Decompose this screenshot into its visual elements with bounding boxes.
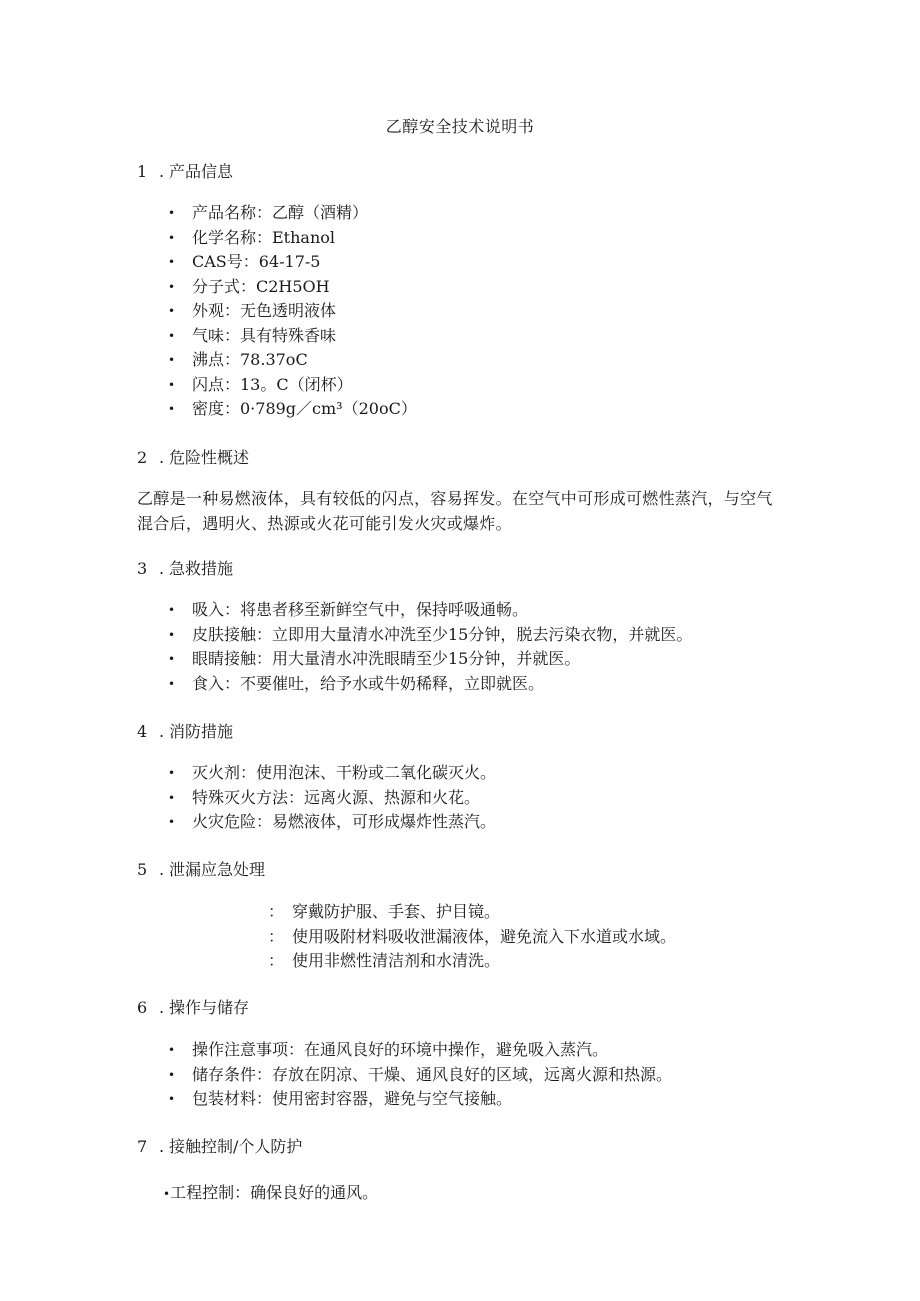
section-title: 产品信息 [169, 162, 234, 181]
bullet-icon: • [168, 1043, 176, 1057]
section-dot: . [159, 448, 165, 467]
product-info-list [168, 201, 417, 422]
first-aid-list [168, 598, 692, 696]
list-item: • 外观：无色透明液体 [168, 299, 417, 324]
section-dot: . [159, 860, 165, 879]
list-item: • 分子式：C2H5OH [168, 275, 417, 300]
bullet-icon: • [168, 279, 176, 294]
list-item: ： 使用非燃性清洁剂和水清洗。 [268, 949, 676, 974]
section-number: 7 [137, 1137, 148, 1156]
list-item: • 眼睛接触：用大量清水冲洗眼睛至少15分钟，并就医。 [168, 647, 692, 672]
section-title: 接触控制/个人防护 [169, 1137, 303, 1156]
section-heading-7 [137, 1134, 302, 1157]
bullet-icon: • [168, 1092, 176, 1106]
section-number: 6 [137, 998, 148, 1017]
list-item: • 火灾危险：易燃液体，可形成爆炸性蒸汽。 [168, 810, 496, 835]
list-item: ： 穿戴防护服、手套、护目镜。 [268, 900, 676, 925]
list-item: • 食入：不要催吐，给予水或牛奶稀释，立即就医。 [168, 672, 692, 697]
section-heading-4 [137, 719, 233, 742]
bullet-icon: • [168, 206, 176, 220]
section-title: 急救措施 [169, 559, 234, 578]
bullet-icon: • [168, 1067, 176, 1082]
list-item: • 吸入：将患者移至新鲜空气中，保持呼吸通畅。 [168, 598, 692, 623]
bullet-icon: • [168, 627, 176, 642]
section-dot: . [159, 559, 165, 578]
section-title: 危险性概述 [169, 448, 250, 467]
bullet-icon: • [168, 304, 176, 318]
bullet-icon: • [163, 1187, 171, 1201]
list-item: • 操作注意事项：在通风良好的环境中操作，避免吸入蒸汽。 [168, 1038, 672, 1063]
colon-marker: ： [268, 902, 285, 921]
bullet-icon: • [168, 790, 176, 805]
section-dot: . [159, 162, 165, 181]
spill-response-list [268, 900, 676, 974]
firefighting-list [168, 761, 496, 835]
section-heading-1 [137, 159, 233, 182]
list-item: • CAS号：64-17-5 [168, 250, 417, 275]
list-item: •工程控制：确保良好的通风。 [163, 1183, 379, 1202]
bullet-icon: • [168, 402, 176, 416]
section-number: 4 [137, 722, 148, 741]
bullet-icon: • [168, 353, 176, 367]
list-item: • 密度：0·789g／cm³（20oC） [168, 397, 417, 422]
list-item: • 化学名称：Ethanol [168, 226, 417, 251]
bullet-icon: • [168, 255, 176, 269]
section-heading-5 [137, 857, 265, 880]
section-dot: . [159, 998, 165, 1017]
bullet-icon: • [168, 230, 176, 245]
list-item: • 产品名称：乙醇（酒精） [168, 201, 417, 226]
list-item: • 闪点：13。C（闭杯） [168, 373, 417, 398]
section-title: 泄漏应急处理 [169, 860, 266, 879]
section-dot: . [159, 1137, 165, 1156]
bullet-icon: • [168, 815, 176, 829]
list-item: • 储存条件：存放在阴凉、干燥、通风良好的区域，远离火源和热源。 [168, 1063, 672, 1088]
section-number: 2 [137, 448, 148, 467]
section-heading-2 [137, 445, 249, 468]
colon-marker: ： [268, 926, 285, 946]
section-title: 消防措施 [169, 722, 234, 741]
section-dot: . [159, 722, 165, 741]
section-number: 5 [137, 860, 148, 879]
bullet-icon: • [168, 676, 176, 691]
document-title: 乙醇安全技术说明书 [385, 117, 535, 136]
bullet-icon: • [168, 652, 176, 666]
list-item: • 包装材料：使用密封容器，避免与空气接触。 [168, 1087, 672, 1112]
bullet-icon: • [168, 603, 176, 617]
bullet-icon: • [168, 328, 176, 343]
list-item: • 沸点：78.37oC [168, 348, 417, 373]
list-item: • 灭火剂：使用泡沫、干粉或二氧化碳灭火。 [168, 761, 496, 786]
section-heading-3 [137, 556, 233, 579]
section-number: 1 [137, 162, 148, 181]
section-heading-6 [137, 995, 249, 1018]
list-item: • 皮肤接触：立即用大量清水冲洗至少15分钟，脱去污染衣物，并就医。 [168, 623, 692, 648]
section-number: 3 [137, 559, 148, 578]
handling-storage-list [168, 1038, 672, 1112]
list-item: ： 使用吸附材料吸收泄漏液体，避免流入下水道或水域。 [268, 925, 676, 950]
bullet-icon: • [168, 766, 176, 780]
list-item: • 气味：具有特殊香味 [168, 324, 417, 349]
colon-marker: ： [268, 951, 285, 970]
section-title: 操作与储存 [169, 998, 250, 1017]
list-item: • 特殊灭火方法：远离火源、热源和火花。 [168, 786, 496, 811]
bullet-icon: • [168, 377, 176, 392]
hazard-overview-paragraph: 乙醇是一种易燃液体，具有较低的闪点，容易挥发。在空气中可形成可燃性蒸汽，与空气混合后，遇明火、热源或火花可能引发火灾或爆炸。 [137, 489, 773, 533]
